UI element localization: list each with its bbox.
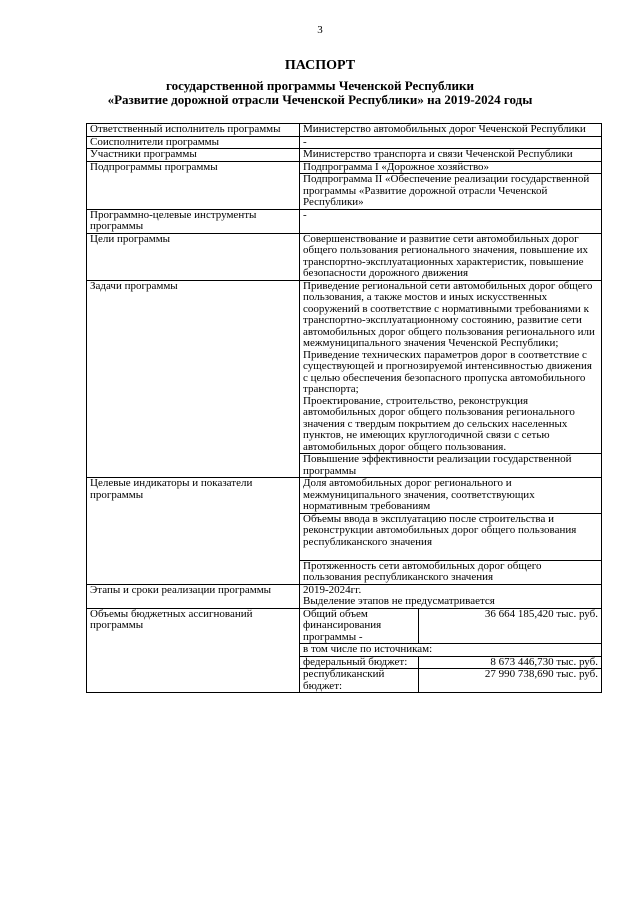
- task-3: Проектирование, строительство, реконструкция автомобильных дорог общего пользования регионального значения с твердым покрытием до сельских населенных пунктов, не имеющих круглогодичной связи с сетью автомобильных дорог общего пользования.: [303, 394, 575, 453]
- row-value: Министерство автомобильных дорог Чеченской Республики: [300, 124, 602, 137]
- budget-federal-value: 8 673 446,730 тыс. руб.: [418, 656, 601, 669]
- table-row: [87, 608, 602, 693]
- table-row: [87, 209, 602, 233]
- row-label: Ответственный исполнитель программы: [87, 124, 300, 137]
- task-2: Приведение технических параметров дорог в соответствие с существующей и прогнозируемой интенсивностью движения с целью обеспечения безопасного пропуска автомобильного транспорта;: [303, 348, 592, 395]
- budget-republican-label: республиканский бюджет:: [300, 669, 418, 693]
- table-row: [87, 136, 602, 149]
- row-label: Объемы бюджетных ассигнований программы: [87, 608, 300, 693]
- table-row: [87, 149, 602, 162]
- budget-total-label: Общий объем финансирования программы -: [303, 607, 382, 643]
- subprogram-2: Подпрограмма II «Обеспечение реализации государственной программы «Развитие дорожной отрасли Чеченской Республики»: [300, 173, 601, 209]
- row-value: -: [300, 136, 602, 149]
- task-1: Приведение региональной сети автомобильных дорог общего пользования, а также мостов и иных искусственных сооружений в соответствие с нормативными требованиями к транспортно-эксплуатационному состоянию, развитие сети автомобильных дорог общего пользования регионального или межмуниципального значения Чеченской Республики;: [303, 279, 595, 349]
- budget-row: [300, 669, 601, 693]
- row-value: [300, 161, 602, 209]
- row-value: [300, 280, 602, 478]
- subprogram-1: Подпрограмма I «Дорожное хозяйство»: [303, 160, 490, 173]
- stages-period: 2019-2024гг.: [303, 583, 362, 596]
- indicator-3: Протяженность сети автомобильных дорог общего пользования республиканского значения: [300, 560, 601, 584]
- row-value: Министерство транспорта и связи Чеченской Республики: [300, 149, 602, 162]
- indicator-2: Объемы ввода в эксплуатацию после строительства и реконструкции автомобильных дорог общего пользования республиканского значения: [300, 513, 601, 560]
- row-label: Подпрограммы программы: [87, 161, 300, 209]
- budget-total-value: 36 664 185,420 тыс. руб.: [418, 609, 601, 644]
- table-row: [87, 478, 602, 585]
- passport-table: [86, 123, 602, 693]
- row-label: Соисполнители программы: [87, 136, 300, 149]
- subtitle-line-2: «Развитие дорожной отрасли Чеченской Республики» на 2019-2024 годы: [107, 92, 533, 107]
- budget-table: [300, 609, 601, 693]
- row-label: Задачи программы: [87, 280, 300, 478]
- row-label: Участники программы: [87, 149, 300, 162]
- subtitle-line-1: государственной программы Чеченской Республики: [166, 78, 474, 93]
- budget-federal-label: федеральный бюджет:: [300, 656, 418, 669]
- budget-cell: [300, 608, 602, 693]
- stages-note: Выделение этапов не предусматривается: [303, 595, 495, 607]
- table-row: [87, 124, 602, 137]
- budget-republican-value: 27 990 738,690 тыс. руб.: [418, 669, 601, 693]
- budget-row: [300, 609, 601, 644]
- budget-sources-label: в том числе по источникам:: [300, 644, 601, 657]
- table-row: [87, 584, 602, 608]
- row-value: [300, 478, 602, 585]
- row-value: [300, 584, 602, 608]
- budget-row: [300, 656, 601, 669]
- page-number: 3: [317, 24, 323, 36]
- row-label: Цели программы: [87, 233, 300, 280]
- row-label: Целевые индикаторы и показатели программы: [87, 478, 300, 585]
- indicator-1: Доля автомобильных дорог регионального и межмуниципального значения, соответствующих нормативным требованиям: [303, 477, 535, 512]
- row-value: -: [300, 209, 602, 233]
- table-row: [87, 280, 602, 478]
- row-value: Совершенствование и развитие сети автомобильных дорог общего пользования регионального значения, повышение их транспортно-эксплуатационных характеристик, повышение безопасности дорожного движения: [300, 233, 602, 280]
- row-label: Программно-целевые инструменты программы: [87, 209, 300, 233]
- document-title: ПАСПОРТ: [284, 58, 356, 73]
- table-row: [87, 161, 602, 209]
- document-subtitle: [0, 79, 640, 107]
- task-4: Повышение эффективности реализации государственной программы: [300, 453, 601, 477]
- row-label: Этапы и сроки реализации программы: [87, 584, 300, 608]
- budget-row: [300, 644, 601, 657]
- table-row: [87, 233, 602, 280]
